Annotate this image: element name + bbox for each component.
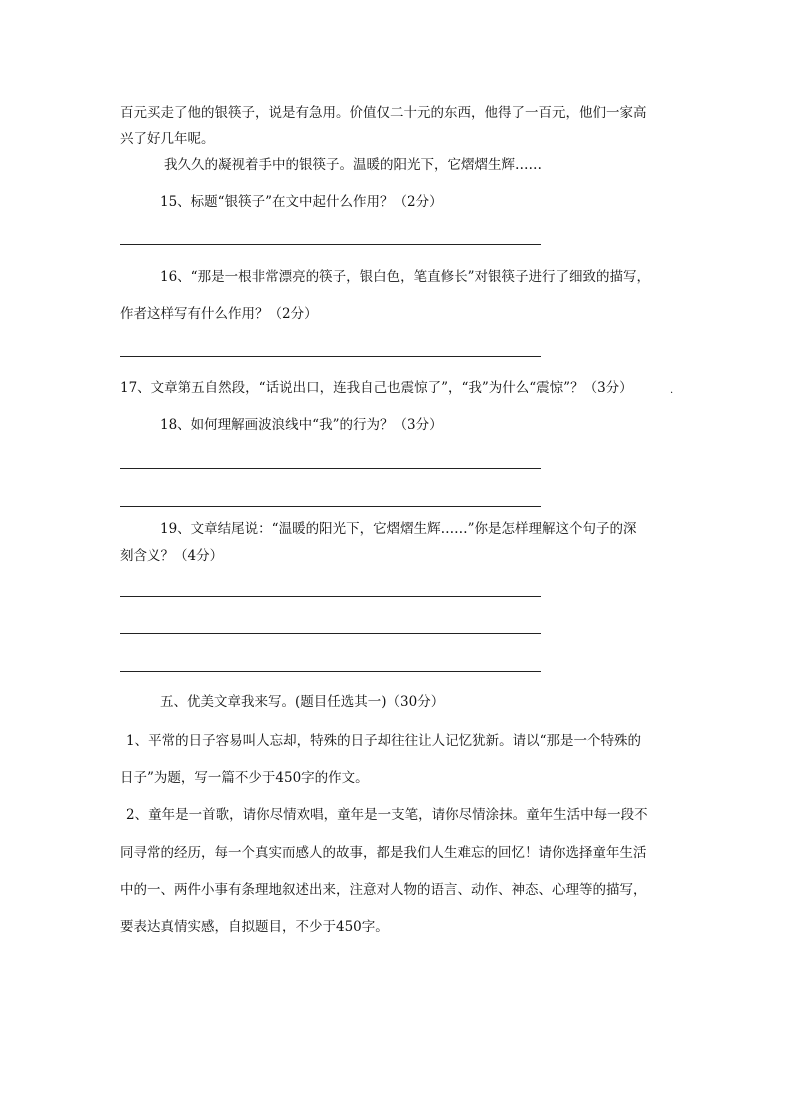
- stray-mark: .: [670, 385, 674, 396]
- answer-line-19-c[interactable]: [120, 671, 541, 672]
- question-19-line-1: 19、文章结尾说：“温暖的阳光下，它熠熠生辉……”你是怎样理解这个句子的深: [160, 521, 637, 537]
- answer-line-19-a[interactable]: [120, 596, 541, 597]
- question-15: 15、标题“银筷子”在文中起什么作用？（2分）: [160, 194, 443, 210]
- question-19-line-2: 刻含义？（4分）: [120, 548, 224, 564]
- answer-line-15[interactable]: [120, 244, 541, 245]
- topic-2-line-3: 中的一、两件小事有条理地叙述出来，注意对人物的语言、动作、神态、心理等的描写，: [120, 882, 647, 898]
- question-16-line-1: 16、“那是一根非常漂亮的筷子，银白色，笔直修长”对银筷子进行了细致的描写，: [160, 269, 650, 285]
- topic-1-line-2: 日子”为题，写一篇不少于450字的作文。: [120, 770, 369, 786]
- answer-line-18-a[interactable]: [120, 468, 541, 469]
- passage-line-1: 百元买走了他的银筷子，说是有急用。价值仅二十元的东西，他得了一百元，他们一家高: [120, 105, 647, 121]
- topic-2-line-2: 同寻常的经历，每一个真实而感人的故事，都是我们人生难忘的回忆！请你选择童年生活: [120, 845, 647, 861]
- answer-line-16[interactable]: [120, 356, 541, 357]
- answer-line-19-b[interactable]: [120, 633, 541, 634]
- topic-2-line-1: 2、童年是一首歌，请你尽情欢唱，童年是一支笔，请你尽情涂抹。童年生活中每一段不: [126, 807, 648, 823]
- topic-1-line-1: 1、平常的日子容易叫人忘却，特殊的日子却往往让人记忆犹新。请以“那是一个特殊的: [126, 733, 641, 749]
- question-16-line-2: 作者这样写有什么作用？（2分）: [120, 306, 318, 322]
- question-17: 17、文章第五自然段，“话说出口，连我自己也震惊了”，“我”为什么“震惊”？（3分）: [120, 380, 633, 396]
- answer-line-18-b[interactable]: [120, 506, 541, 507]
- passage-line-3: 我久久的凝视着手中的银筷子。温暖的阳光下，它熠熠生辉……: [164, 157, 542, 173]
- question-18: 18、如何理解画波浪线中“我”的行为？（3分）: [160, 417, 443, 433]
- topic-2-line-4: 要表达真情实感，自拟题目，不少于450字。: [120, 919, 389, 935]
- passage-line-2: 兴了好几年呢。: [120, 131, 215, 147]
- section-5-heading: 五、优美文章我来写。(题目任选其一)（30分）: [160, 694, 445, 710]
